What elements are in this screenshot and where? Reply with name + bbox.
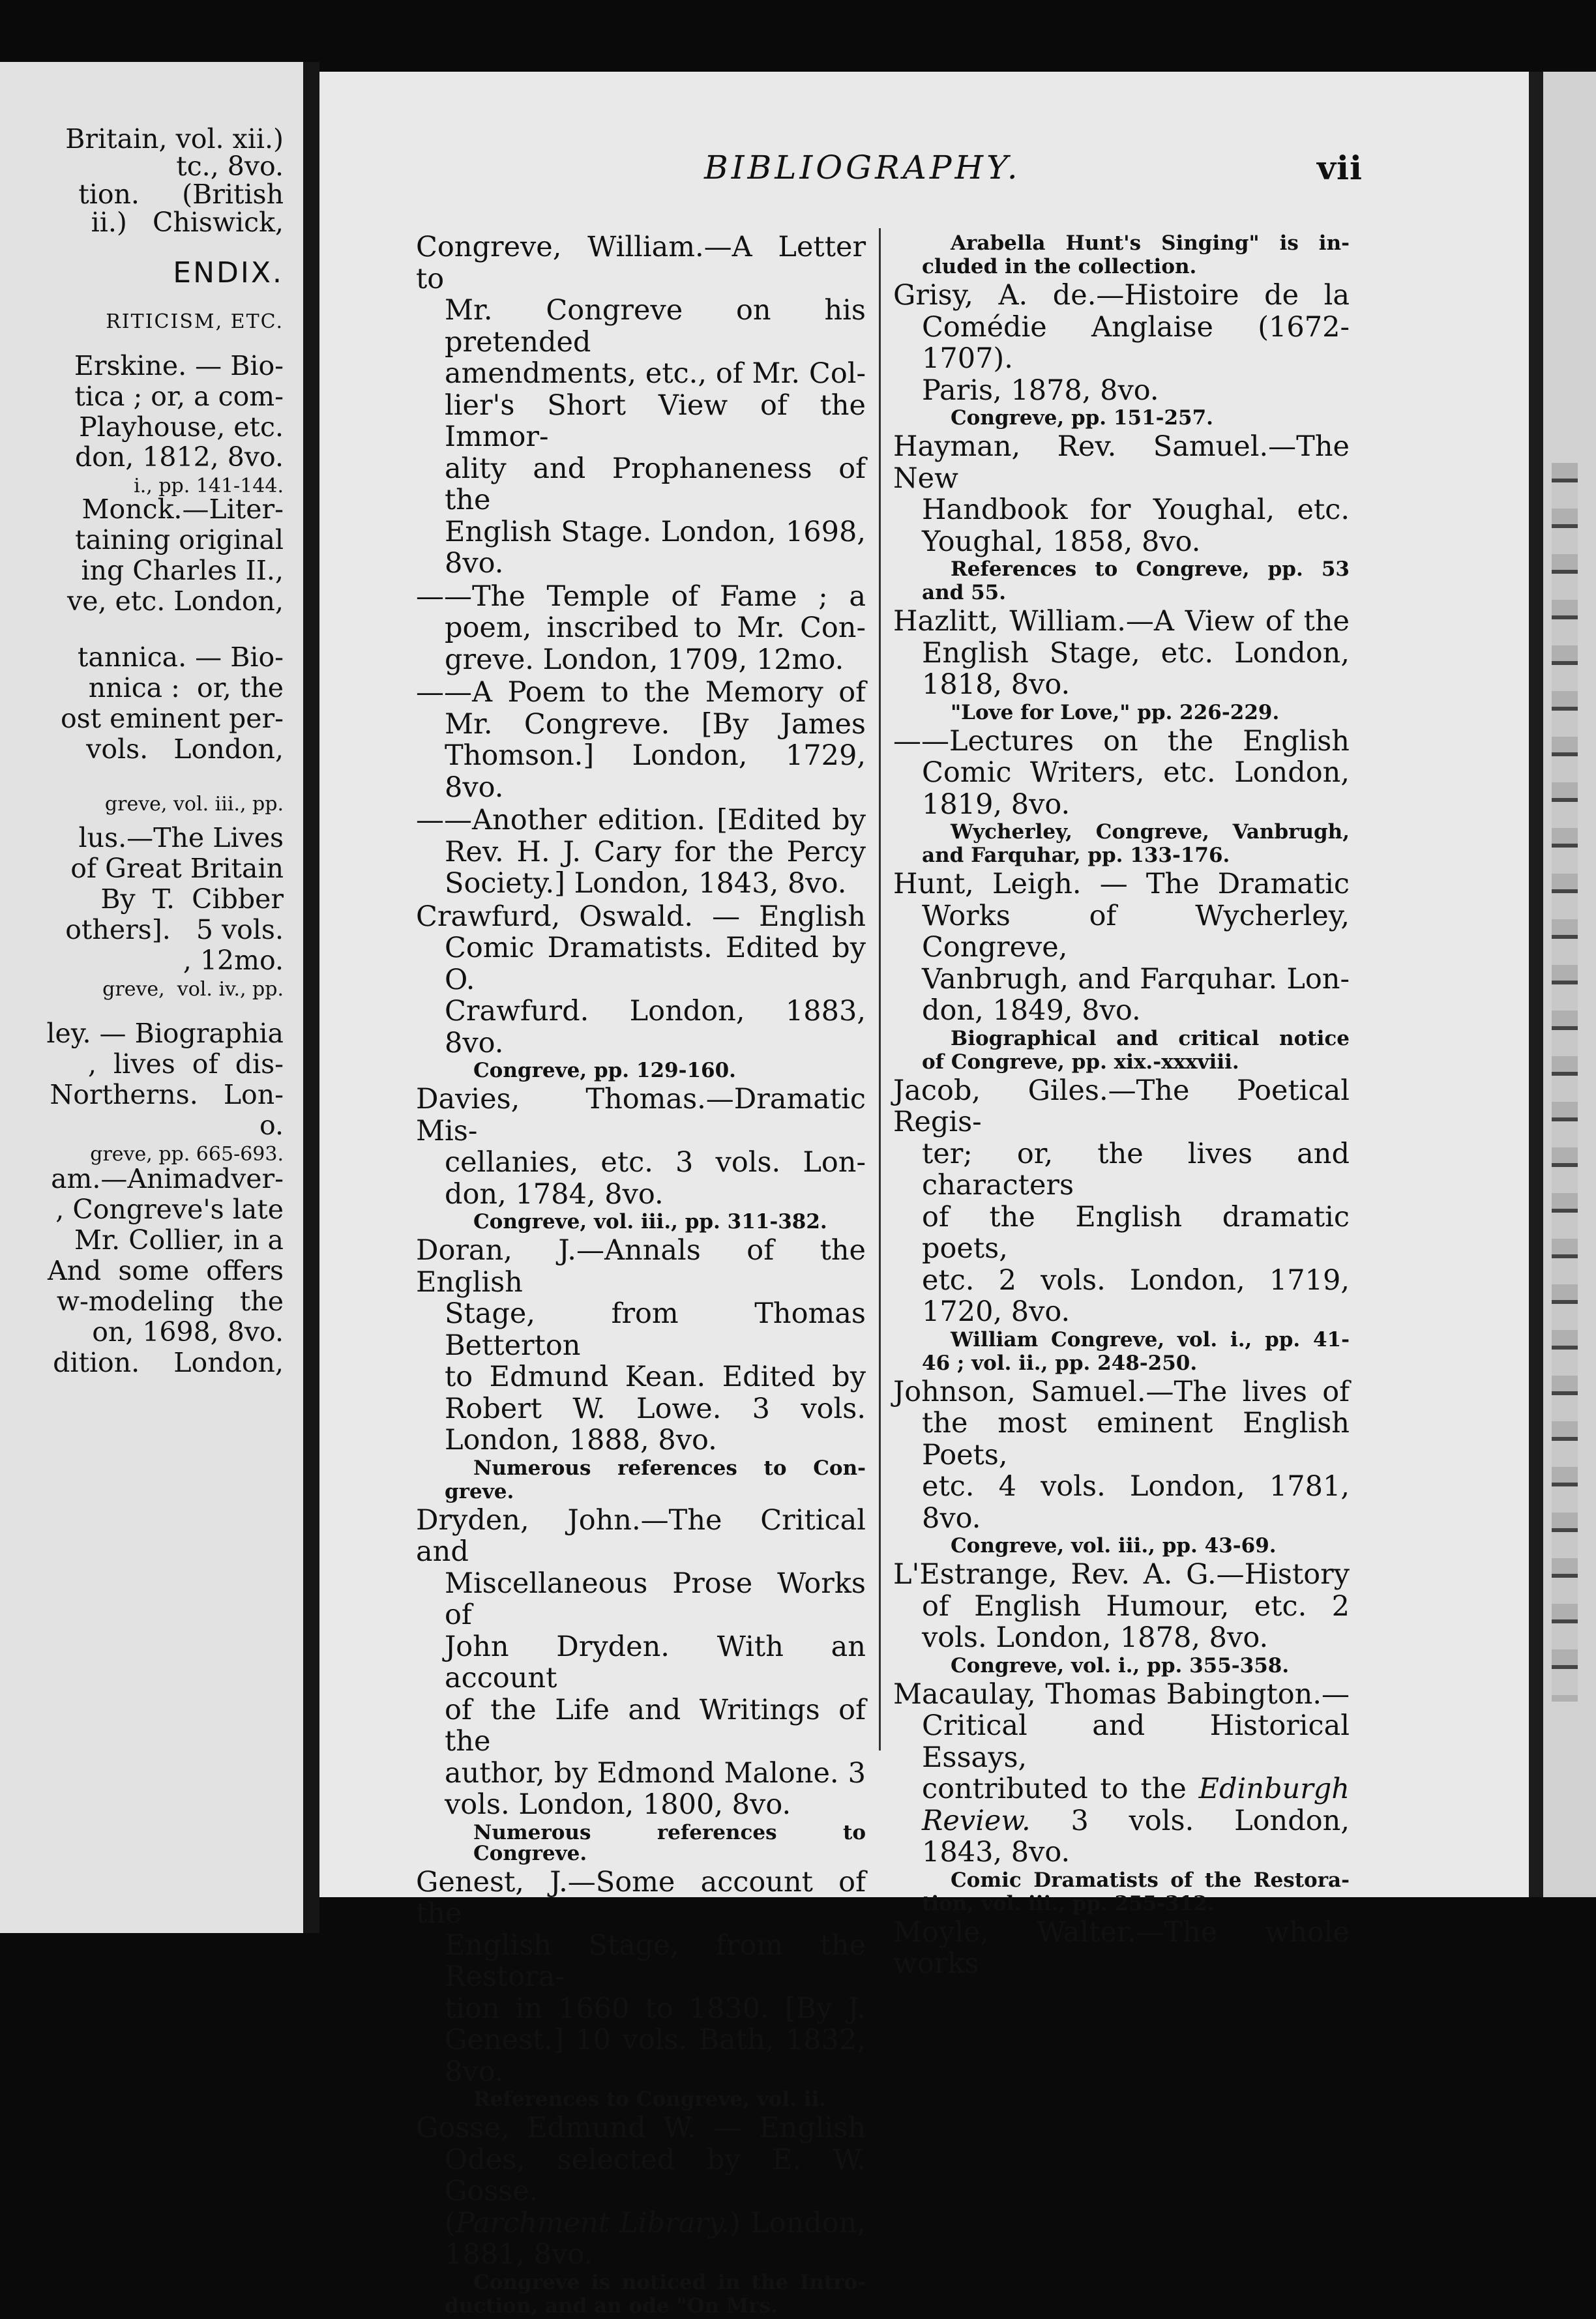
entry-line: 1720, 8vo. [922,1295,1071,1328]
entry-note: Numerous references to Con- [473,1456,866,1480]
entry-line: Society.] London, 1843, 8vo. [445,867,847,900]
entry-note: greve. [445,1479,514,1503]
left-fragment-line: , lives of dis- [87,1048,284,1080]
bibliography-entry [893,1075,1350,1374]
bibliography-entry [416,677,866,803]
left-fragment-line: on, 1698, 8vo. [92,1316,284,1348]
entry-line: Works of Wycherley, Congreve, [922,899,1350,964]
entry-line: don, 1784, 8vo. [445,1177,664,1211]
entry-line: ——Lectures on the English [893,724,1350,758]
entry-line: of the English dramatic poets, [922,1200,1350,1265]
entry-line: Rev. H. J. Cary for the Percy [445,835,866,868]
left-fragment-line: Britain, vol. xii.) [65,123,284,155]
bibliography-entry [893,1917,1350,1980]
left-fragment-line: nnica : or, the [88,672,284,703]
right-page-edge [1529,72,1596,1897]
entry-line: Paris, 1878, 8vo. [922,374,1159,407]
entry-line: amendments, etc., of Mr. Col- [445,357,866,390]
main-page [319,72,1532,2318]
entry-line: John Dryden. With an account [445,1630,866,1694]
entry-line: Genest.] 10 vols. Bath, 1832, 8vo. [445,2024,866,2088]
entry-note: tion, vol. iii., pp. 255-312. [922,1891,1215,1915]
entry-line: etc. 4 vols. London, 1781, [922,1470,1350,1503]
entry-line: Moyle, Walter.—The whole works [893,1915,1350,1980]
entry-line: Mr. Congreve. [By James [445,707,866,741]
entry-line: 8vo. [922,1501,981,1535]
entry-line: Mr. Congreve on his pretended [445,294,866,359]
entry-note: Numerous references to Congreve. [473,1820,866,1865]
left-fragment-line: Monck.—Liter- [81,494,284,525]
entry-line: 1881, 8vo. [445,2238,593,2271]
bibliography-entry [893,1559,1350,1676]
entry-line: 1843, 8vo. [922,1836,1071,1868]
entry-note: of Congreve, pp. xix.-xxxviii. [922,1050,1239,1074]
left-page-fragment [0,62,303,1933]
left-fragment-line: Mr. Collier, in a [74,1224,284,1256]
entry-note: Congreve is noticed in the Intro- [473,2270,866,2294]
left-fragment-line: dition. London, [53,1347,284,1378]
entry-line: cellanies, etc. 3 vols. Lon- [445,1146,866,1179]
left-fragment-line: of Great Britain [70,853,284,884]
left-fragment-line: Playhouse, etc. [79,411,284,443]
entry-line: Doran, J.—Annals of the English [416,1234,866,1299]
entry-note: William Congreve, vol. i., pp. 41- [951,1327,1350,1352]
entry-line: vols. London, 1878, 8vo. [922,1621,1269,1654]
bibliography-entry [416,1084,866,1232]
bibliography-entry [416,901,866,1082]
entry-line: 1819, 8vo. [922,788,1071,821]
bibliography-entry [893,431,1350,603]
entry-line: Review. 3 vols. London, [922,1804,1350,1837]
bibliography-entry [893,233,1350,277]
bibliography-entry [416,581,866,676]
entry-line: Congreve, William.—A Letter to [416,231,866,295]
left-fragment-line: greve, pp. 665-693. [90,1143,284,1166]
entry-line: ——The Temple of Fame ; a [416,580,866,613]
entry-line: English Stage. London, 1698, [445,515,866,548]
entry-note: Congreve, vol. iii., pp. 311-382. [473,1210,827,1233]
entry-line: Comédie Anglaise (1672-1707). [922,310,1350,375]
entry-line: Crawfurd. London, 1883, 8vo. [445,995,866,1059]
entry-note: duction, and an ode "On Mrs. [445,2294,778,2318]
entry-line: ality and Prophaneness of the [445,452,866,516]
page-number: vii [1317,149,1363,187]
entry-note: References to Congreve, vol. ii. [473,2088,827,2111]
bibliography-entry [416,1505,866,1864]
left-fragment-line: o. [259,1110,284,1141]
left-fragment-line: RITICISM, ETC. [106,310,284,333]
entry-line: Critical and Historical Essays, [922,1709,1350,1774]
entry-note: Biographical and critical notice [951,1026,1350,1050]
left-fragment-line: ve, etc. London, [67,585,284,617]
entry-line: Gosse, Edmund W. — English [416,2112,866,2144]
entry-line: 1818, 8vo. [922,668,1071,701]
entry-line: Dryden, John.—The Critical and [416,1503,866,1568]
entry-note: and Farquhar, pp. 133-176. [922,844,1230,867]
left-fragment-line: Northerns. Lon- [50,1079,284,1110]
entry-line: ——A Poem to the Memory of [416,676,866,709]
entry-line: Hunt, Leigh. — The Dramatic [893,868,1350,900]
entry-line: Youghal, 1858, 8vo. [922,525,1201,558]
entry-line: ter; or, the lives and characters [922,1137,1350,1202]
entry-line: Vanbrugh, and Farquhar. Lon- [922,962,1350,996]
entry-note: References to Congreve, pp. 53 [951,557,1350,581]
column-left [416,231,866,2319]
entry-line: etc. 2 vols. London, 1719, [922,1263,1350,1297]
page-gutter [303,62,319,1933]
left-fragment-line: , Congreve's late [55,1194,284,1225]
left-fragment-line: taining original [75,524,284,555]
entry-note: Congreve, vol. iii., pp. 43-69. [951,1534,1277,1558]
left-fragment-line: tica ; or, a com- [74,381,284,412]
entry-line: to Edmund Kean. Edited by [445,1361,866,1393]
entry-line: don, 1849, 8vo. [922,994,1141,1027]
left-fragment-line: greve, vol. iii., pp. [104,793,284,816]
bibliography-entry [416,231,866,580]
entry-note: 46 ; vol. ii., pp. 248-250. [922,1351,1198,1375]
entry-note: cluded in the collection. [922,255,1197,278]
entry-line: of English Humour, etc. 2 [922,1589,1350,1623]
entry-line: 8vo. [445,547,504,580]
entry-line: author, by Edmond Malone. 3 [445,1756,866,1790]
bibliography-entry [416,805,866,900]
left-fragment-line: am.—Animadver- [51,1163,284,1194]
left-fragment-line: vols. London, [86,733,284,765]
left-fragment-line: ley. — Biographia [46,1018,284,1049]
entry-line: tion in 1660 to 1830. [By J. [445,1992,866,2025]
left-fragment-line: , 12mo. [183,945,284,976]
entry-line: Odes, selected by E. W. Gosse. [445,2143,866,2208]
entry-line: Macaulay, Thomas Babington.— [893,1677,1350,1711]
column-divider [879,228,881,1750]
entry-line: ——Another edition. [Edited by [416,804,866,836]
entry-line: English Stage, etc. London, [922,636,1350,670]
entry-line: London, 1888, 8vo. [445,1424,717,1456]
bibliography-entry [893,1679,1350,1914]
entry-line: Robert W. Lowe. 3 vols. [445,1392,866,1425]
entry-line: greve. London, 1709, 12mo. [445,643,844,676]
entry-line: of the Life and Writings of the [445,1693,866,1758]
entry-line: contributed to the Edinburgh [922,1773,1350,1805]
entry-line: Grisy, A. de.—Histoire de la [893,279,1350,312]
entry-line: vols. London, 1800, 8vo. [445,1788,791,1821]
left-fragment-line: ENDIX. [173,256,284,289]
bibliography-entry [893,1376,1350,1557]
entry-line: Davies, Thomas.—Dramatic Mis- [416,1083,866,1147]
left-fragment-line: Erskine. — Bio- [74,350,284,381]
entry-note: Wycherley, Congreve, Vanbrugh, [951,820,1350,844]
bibliography-entry [893,726,1350,866]
entry-line: Miscellaneous Prose Works of [445,1567,866,1631]
bibliography-entry [416,2112,866,2316]
entry-line: Hazlitt, William.—A View of the [893,605,1350,638]
left-fragment-line: tannica. — Bio- [77,642,284,673]
entry-line: Hayman, Rev. Samuel.—The New [893,430,1350,495]
left-fragment-line: And some offers [48,1255,284,1286]
entry-line: poem, inscribed to Mr. Con- [445,612,866,644]
entry-note: Congreve, pp. 151-257. [951,406,1213,430]
column-right [893,231,1350,1981]
entry-note: "Love for Love," pp. 226-229. [951,700,1280,724]
entry-line: L'Estrange, Rev. A. G.—History [893,1558,1350,1591]
entry-note: and 55. [922,581,1007,604]
left-fragment-line: w-modeling the [56,1286,284,1317]
entry-line: lier's Short View of the Immor- [445,389,866,453]
left-fragment-line: ost eminent per- [60,703,284,734]
left-fragment-line: lus.—The Lives [78,822,284,853]
entry-line: Handbook for Youghal, etc. [922,494,1350,526]
entry-note: Arabella Hunt's Singing" is in- [951,231,1350,255]
left-fragment-line: i., pp. 141-144. [134,475,284,497]
running-header: BIBLIOGRAPHY. [704,149,1021,186]
bibliography-entry [893,868,1350,1072]
left-fragment-line: ii.) Chiswick, [91,207,284,238]
entry-line: Johnson, Samuel.—The lives of [893,1375,1350,1408]
bibliography-entry [893,606,1350,723]
entry-line: Thomson.] London, 1729, 8vo. [445,739,866,804]
left-fragment-line: By T. Cibber [100,883,284,915]
left-fragment-line: greve, vol. iv., pp. [102,978,284,1001]
entry-line: the most eminent English Poets, [922,1407,1350,1471]
entry-line: Stage, from Thomas Betterton [445,1297,866,1362]
entry-note: Comic Dramatists of the Restora- [951,1868,1350,1892]
left-fragment-line: don, 1812, 8vo. [74,441,284,473]
entry-line: (Parchment Library.) London, [445,2206,866,2239]
entry-line: Crawfurd, Oswald. — English [416,900,866,933]
left-fragment-line: tion. (British [78,179,284,210]
entry-line: Genest, J.—Some account of the [416,1865,866,1930]
left-fragment-line: others]. 5 vols. [65,914,284,945]
entry-line: Comic Writers, etc. London, [922,756,1350,789]
entry-note: Congreve, pp. 129-160. [473,1059,736,1082]
bibliography-entry [416,1867,866,2110]
entry-line: Comic Dramatists. Edited by O. [445,932,866,996]
left-fragment-line: tc., 8vo. [176,151,284,182]
left-fragment-line: ing Charles II., [81,555,284,586]
entry-line: Jacob, Giles.—The Poetical Regis- [893,1074,1350,1138]
entry-note: Congreve, vol. i., pp. 355-358. [951,1653,1290,1677]
bibliography-entry [416,1235,866,1502]
entry-line: English Stage, from the Restora- [445,1928,866,1993]
bibliography-entry [893,280,1350,428]
